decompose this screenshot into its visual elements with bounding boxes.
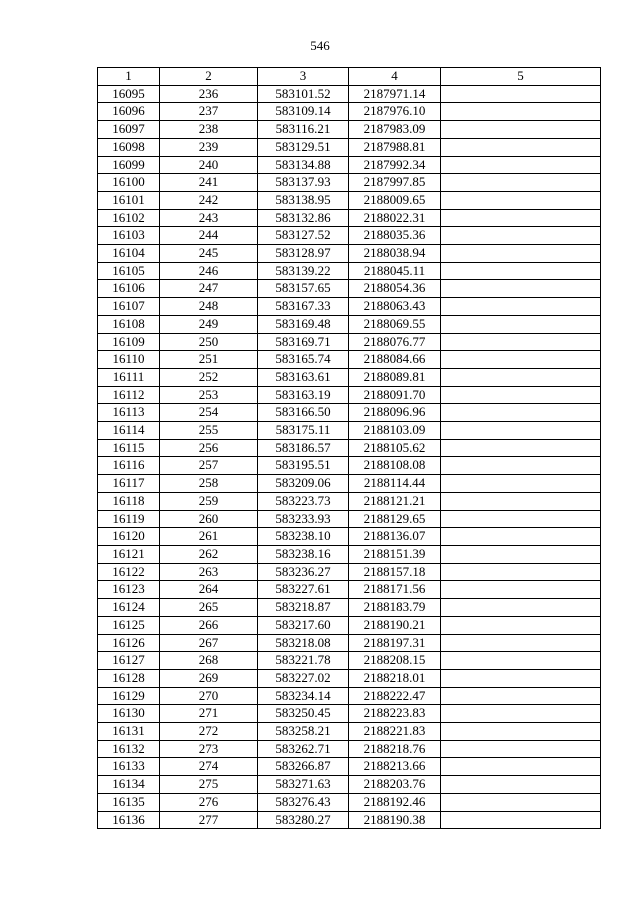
table-cell: 16111: [98, 368, 160, 386]
table-cell: 258: [160, 475, 258, 493]
table-cell: [441, 776, 601, 794]
table-cell: 583223.73: [258, 492, 349, 510]
table-cell: 16107: [98, 298, 160, 316]
table-cell: 583227.02: [258, 669, 349, 687]
table-cell: [441, 156, 601, 174]
table-cell: [441, 811, 601, 829]
table-row: [98, 262, 601, 280]
table-cell: 583163.61: [258, 368, 349, 386]
table-cell: [441, 209, 601, 227]
table-row: [98, 298, 601, 316]
table-cell: [441, 475, 601, 493]
table-row: [98, 209, 601, 227]
table-cell: 2188218.76: [349, 740, 441, 758]
table-row: [98, 723, 601, 741]
table-cell: 16134: [98, 776, 160, 794]
table-cell: [441, 545, 601, 563]
table-cell: 16123: [98, 581, 160, 599]
table-cell: 238: [160, 121, 258, 139]
table-cell: 16117: [98, 475, 160, 493]
table-cell: 16102: [98, 209, 160, 227]
table-cell: 583271.63: [258, 776, 349, 794]
table-row: [98, 315, 601, 333]
table-cell: 259: [160, 492, 258, 510]
table-row: [98, 811, 601, 829]
table-row: [98, 386, 601, 404]
table-cell: 16103: [98, 227, 160, 245]
table-cell: [441, 616, 601, 634]
table-row: [98, 280, 601, 298]
table-cell: 2188136.07: [349, 528, 441, 546]
table-row: [98, 705, 601, 723]
table-cell: 271: [160, 705, 258, 723]
table-row: [98, 138, 601, 156]
table-cell: 2188045.11: [349, 262, 441, 280]
table-cell: 16105: [98, 262, 160, 280]
table-cell: 251: [160, 351, 258, 369]
table-cell: 583165.74: [258, 351, 349, 369]
table-cell: 275: [160, 776, 258, 794]
table-cell: 2188222.47: [349, 687, 441, 705]
table-cell: 583276.43: [258, 793, 349, 811]
table-cell: 236: [160, 85, 258, 103]
table-cell: 16110: [98, 351, 160, 369]
table-cell: [441, 687, 601, 705]
table-cell: 2188022.31: [349, 209, 441, 227]
table-cell: 256: [160, 439, 258, 457]
page-number: 546: [310, 38, 330, 53]
table-cell: 2188221.83: [349, 723, 441, 741]
table-row: [98, 563, 601, 581]
table-cell: 16127: [98, 652, 160, 670]
table-cell: 16100: [98, 174, 160, 192]
table-cell: 2187971.14: [349, 85, 441, 103]
table-cell: 2188190.21: [349, 616, 441, 634]
table-cell: 2188192.46: [349, 793, 441, 811]
table-cell: 2188114.44: [349, 475, 441, 493]
table-cell: 16116: [98, 457, 160, 475]
table-row: [98, 510, 601, 528]
table-cell: 269: [160, 669, 258, 687]
table-row: [98, 85, 601, 103]
table-cell: 583195.51: [258, 457, 349, 475]
table-row: [98, 422, 601, 440]
table-cell: 2187992.34: [349, 156, 441, 174]
table-cell: 2188105.62: [349, 439, 441, 457]
table-cell: 2188190.38: [349, 811, 441, 829]
table-cell: 2187997.85: [349, 174, 441, 192]
table-cell: 2187976.10: [349, 103, 441, 121]
table-cell: 16122: [98, 563, 160, 581]
table-cell: 583116.21: [258, 121, 349, 139]
table-cell: 2188223.83: [349, 705, 441, 723]
table-cell: 583238.16: [258, 545, 349, 563]
table-row: [98, 333, 601, 351]
table-row: [98, 439, 601, 457]
table-cell: 276: [160, 793, 258, 811]
table-cell: 583236.27: [258, 563, 349, 581]
table-row: [98, 793, 601, 811]
table-cell: 237: [160, 103, 258, 121]
table-cell: [441, 298, 601, 316]
table-cell: 2188218.01: [349, 669, 441, 687]
table-cell: 2188054.36: [349, 280, 441, 298]
table-cell: 267: [160, 634, 258, 652]
table-cell: 16128: [98, 669, 160, 687]
table-cell: 243: [160, 209, 258, 227]
table-cell: 2188035.36: [349, 227, 441, 245]
table-row: [98, 758, 601, 776]
table-cell: 2188038.94: [349, 245, 441, 263]
table-cell: [441, 351, 601, 369]
table-row: [98, 599, 601, 617]
table-cell: [441, 492, 601, 510]
table-cell: 263: [160, 563, 258, 581]
table-cell: 16101: [98, 191, 160, 209]
table-cell: 2188091.70: [349, 386, 441, 404]
table-cell: 583163.19: [258, 386, 349, 404]
table-row: [98, 740, 601, 758]
table-cell: [441, 758, 601, 776]
table-cell: 2188157.18: [349, 563, 441, 581]
table-cell: 249: [160, 315, 258, 333]
table-cell: 583101.52: [258, 85, 349, 103]
table-cell: 583132.86: [258, 209, 349, 227]
table-cell: [441, 315, 601, 333]
table-cell: 16133: [98, 758, 160, 776]
table-cell: 252: [160, 368, 258, 386]
table-cell: [441, 581, 601, 599]
table-cell: 583109.14: [258, 103, 349, 121]
table-cell: 2188197.31: [349, 634, 441, 652]
table-cell: 583262.71: [258, 740, 349, 758]
table-row: [98, 191, 601, 209]
table-cell: 2188151.39: [349, 545, 441, 563]
table-cell: 16112: [98, 386, 160, 404]
table-row: [98, 616, 601, 634]
table-row: [98, 245, 601, 263]
table-cell: [441, 85, 601, 103]
table-cell: 16131: [98, 723, 160, 741]
table-cell: 583175.11: [258, 422, 349, 440]
table-cell: [441, 439, 601, 457]
table-cell: 16104: [98, 245, 160, 263]
table-cell: 2188084.66: [349, 351, 441, 369]
table-row: [98, 351, 601, 369]
table-cell: 247: [160, 280, 258, 298]
table-row: [98, 492, 601, 510]
table-cell: [441, 740, 601, 758]
header-row: [98, 68, 601, 86]
table-cell: 16136: [98, 811, 160, 829]
table-cell: 583209.06: [258, 475, 349, 493]
table-cell: 583218.08: [258, 634, 349, 652]
table-cell: 273: [160, 740, 258, 758]
table-cell: 16124: [98, 599, 160, 617]
table-cell: 583280.27: [258, 811, 349, 829]
table-cell: [441, 103, 601, 121]
table-cell: 262: [160, 545, 258, 563]
table-row: [98, 652, 601, 670]
table-cell: 16096: [98, 103, 160, 121]
column-header: 2: [160, 68, 258, 86]
table-cell: 583258.21: [258, 723, 349, 741]
table-row: [98, 581, 601, 599]
table-cell: 583134.88: [258, 156, 349, 174]
table-cell: 16108: [98, 315, 160, 333]
table-cell: 16098: [98, 138, 160, 156]
table-cell: 583250.45: [258, 705, 349, 723]
table-cell: 16119: [98, 510, 160, 528]
table-cell: 583138.95: [258, 191, 349, 209]
table-cell: 583137.93: [258, 174, 349, 192]
table-cell: 261: [160, 528, 258, 546]
table-cell: [441, 280, 601, 298]
table-cell: [441, 634, 601, 652]
table-cell: 2188171.56: [349, 581, 441, 599]
table-row: [98, 121, 601, 139]
table-row: [98, 103, 601, 121]
table-cell: [441, 245, 601, 263]
table-cell: 2188213.66: [349, 758, 441, 776]
table-row: [98, 227, 601, 245]
table-cell: 583139.22: [258, 262, 349, 280]
table-cell: 2188108.08: [349, 457, 441, 475]
table-cell: 583218.87: [258, 599, 349, 617]
table-cell: 583167.33: [258, 298, 349, 316]
table-body: [98, 85, 601, 829]
table-cell: [441, 669, 601, 687]
table-cell: 2188069.55: [349, 315, 441, 333]
table-cell: [441, 422, 601, 440]
column-header: 5: [441, 68, 601, 86]
table-cell: 2188129.65: [349, 510, 441, 528]
table-cell: 16129: [98, 687, 160, 705]
table-cell: 583234.14: [258, 687, 349, 705]
table-cell: 2187983.09: [349, 121, 441, 139]
table-cell: 244: [160, 227, 258, 245]
column-header: 4: [349, 68, 441, 86]
table-cell: 240: [160, 156, 258, 174]
table-cell: 16095: [98, 85, 160, 103]
table-cell: [441, 599, 601, 617]
table-cell: [441, 510, 601, 528]
column-header: 3: [258, 68, 349, 86]
table-row: [98, 368, 601, 386]
table-cell: 2188009.65: [349, 191, 441, 209]
table-cell: 16109: [98, 333, 160, 351]
table-cell: 2188096.96: [349, 404, 441, 422]
table-cell: 16106: [98, 280, 160, 298]
table-cell: [441, 528, 601, 546]
table-cell: [441, 121, 601, 139]
column-header: 1: [98, 68, 160, 86]
table-cell: 583169.48: [258, 315, 349, 333]
table-cell: 2188121.21: [349, 492, 441, 510]
table-cell: 2188183.79: [349, 599, 441, 617]
table-cell: [441, 174, 601, 192]
table-row: [98, 404, 601, 422]
table-cell: 253: [160, 386, 258, 404]
table-cell: [441, 138, 601, 156]
table-cell: [441, 705, 601, 723]
table-cell: 583169.71: [258, 333, 349, 351]
table-cell: 2187988.81: [349, 138, 441, 156]
table-cell: [441, 652, 601, 670]
table-cell: [441, 386, 601, 404]
table-cell: 270: [160, 687, 258, 705]
table-cell: 239: [160, 138, 258, 156]
table-cell: 583186.57: [258, 439, 349, 457]
table-cell: 242: [160, 191, 258, 209]
table-cell: [441, 368, 601, 386]
table-cell: [441, 404, 601, 422]
table-row: [98, 528, 601, 546]
table-cell: 583129.51: [258, 138, 349, 156]
table-cell: 16118: [98, 492, 160, 510]
table-cell: 2188208.15: [349, 652, 441, 670]
table-row: [98, 545, 601, 563]
table-cell: 583227.61: [258, 581, 349, 599]
coordinates-table: [97, 67, 601, 829]
table-cell: 16115: [98, 439, 160, 457]
table-row: [98, 156, 601, 174]
table-cell: 583217.60: [258, 616, 349, 634]
table-cell: [441, 227, 601, 245]
table-cell: 277: [160, 811, 258, 829]
table-cell: 241: [160, 174, 258, 192]
table-cell: [441, 262, 601, 280]
table-cell: [441, 563, 601, 581]
table-cell: [441, 723, 601, 741]
table-cell: 16114: [98, 422, 160, 440]
table-cell: 268: [160, 652, 258, 670]
table-cell: 2188089.81: [349, 368, 441, 386]
table-cell: 265: [160, 599, 258, 617]
table-cell: 583233.93: [258, 510, 349, 528]
table-row: [98, 776, 601, 794]
table-cell: 248: [160, 298, 258, 316]
table-cell: 16125: [98, 616, 160, 634]
table-cell: 16097: [98, 121, 160, 139]
table-cell: 2188063.43: [349, 298, 441, 316]
table-cell: 2188103.09: [349, 422, 441, 440]
table-cell: 257: [160, 457, 258, 475]
table-cell: 583166.50: [258, 404, 349, 422]
table-row: [98, 475, 601, 493]
table-cell: 16113: [98, 404, 160, 422]
table-cell: 272: [160, 723, 258, 741]
table-cell: 16132: [98, 740, 160, 758]
table-cell: 583157.65: [258, 280, 349, 298]
table-cell: 246: [160, 262, 258, 280]
table-cell: 266: [160, 616, 258, 634]
table-cell: 583128.97: [258, 245, 349, 263]
table-cell: 2188076.77: [349, 333, 441, 351]
table-cell: 255: [160, 422, 258, 440]
table-cell: 583266.87: [258, 758, 349, 776]
table-cell: [441, 793, 601, 811]
table-cell: [441, 457, 601, 475]
table-cell: 583127.52: [258, 227, 349, 245]
table-cell: 2188203.76: [349, 776, 441, 794]
table-row: [98, 669, 601, 687]
table-cell: 245: [160, 245, 258, 263]
table-cell: [441, 191, 601, 209]
table-cell: 260: [160, 510, 258, 528]
table-row: [98, 634, 601, 652]
table-cell: 16120: [98, 528, 160, 546]
table-cell: 583221.78: [258, 652, 349, 670]
table-cell: 16121: [98, 545, 160, 563]
table-cell: [441, 333, 601, 351]
table-cell: 583238.10: [258, 528, 349, 546]
table-row: [98, 457, 601, 475]
table-row: [98, 687, 601, 705]
table-cell: 16130: [98, 705, 160, 723]
table-cell: 274: [160, 758, 258, 776]
table-cell: 16126: [98, 634, 160, 652]
table-cell: 250: [160, 333, 258, 351]
table-cell: 16099: [98, 156, 160, 174]
table-cell: 264: [160, 581, 258, 599]
table-cell: 16135: [98, 793, 160, 811]
table-row: [98, 174, 601, 192]
table-cell: 254: [160, 404, 258, 422]
